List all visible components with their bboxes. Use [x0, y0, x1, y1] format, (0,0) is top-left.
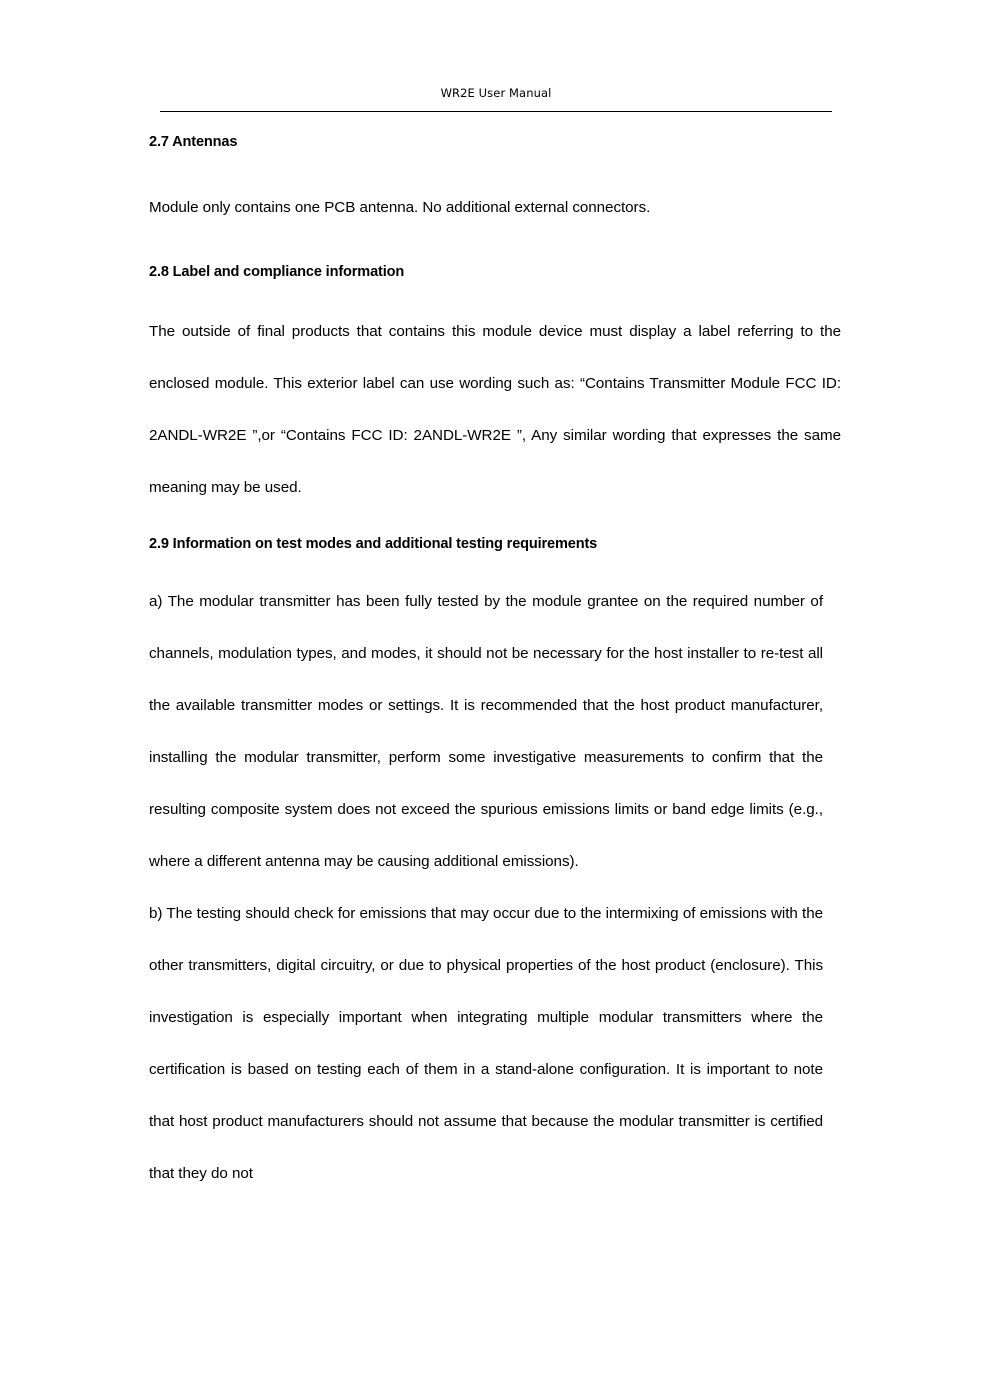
spacer [149, 234, 841, 262]
section-2-9-paragraph-b: b) The testing should check for emissions that may occur due to the intermixing of emissions with the other transmitters, digital circuitry, or due to physical properties of the host product (enclosure). This investigation is especially important when integrating multiple modular transmitters where the certification is based on testing each of them in a stand-alone configuration. It is important to note that host product manufacturers should not assume that because the modular transmitter is certified that they do not [149, 905, 823, 1182]
spacer [149, 282, 841, 306]
section-2-7-paragraph-1: Module only contains one PCB antenna. No additional external connectors. [149, 199, 651, 216]
spacer [149, 152, 841, 182]
page-header-title: WR2E User Manual [440, 86, 552, 100]
section-2-8-paragraph-1: The outside of final products that contains this module device must display a label referring to the enclosed module. This exterior label can use wording such as: “Contains Transmitter Module FCC ID: 2ANDL-WR2E ”,or “Contains FCC ID: 2ANDL-WR2E ”, Any similar wording that expresses the same meaning may be used. [149, 323, 841, 496]
spacer [149, 514, 841, 534]
section-heading-2-8: 2.8 Label and compliance information [149, 263, 405, 280]
page-header [160, 86, 832, 101]
spacer [149, 554, 841, 576]
header-divider-rule [160, 111, 832, 112]
document-body [149, 132, 841, 1200]
section-heading-2-7: 2.7 Antennas [149, 133, 238, 150]
section-heading-2-9: 2.9 Information on test modes and additional testing requirements [149, 535, 598, 552]
section-2-9-paragraph-a: a) The modular transmitter has been fully tested by the module grantee on the required number of channels, modulation types, and modes, it should not be necessary for the host installer to re-test all the available transmitter modes or settings. It is recommended that the host product manufacturer, installing the modular transmitter, perform some investigative measurements to confirm that the resulting composite system does not exceed the spurious emissions limits or band edge limits (e.g., where a different antenna may be causing additional emissions). [149, 593, 823, 870]
